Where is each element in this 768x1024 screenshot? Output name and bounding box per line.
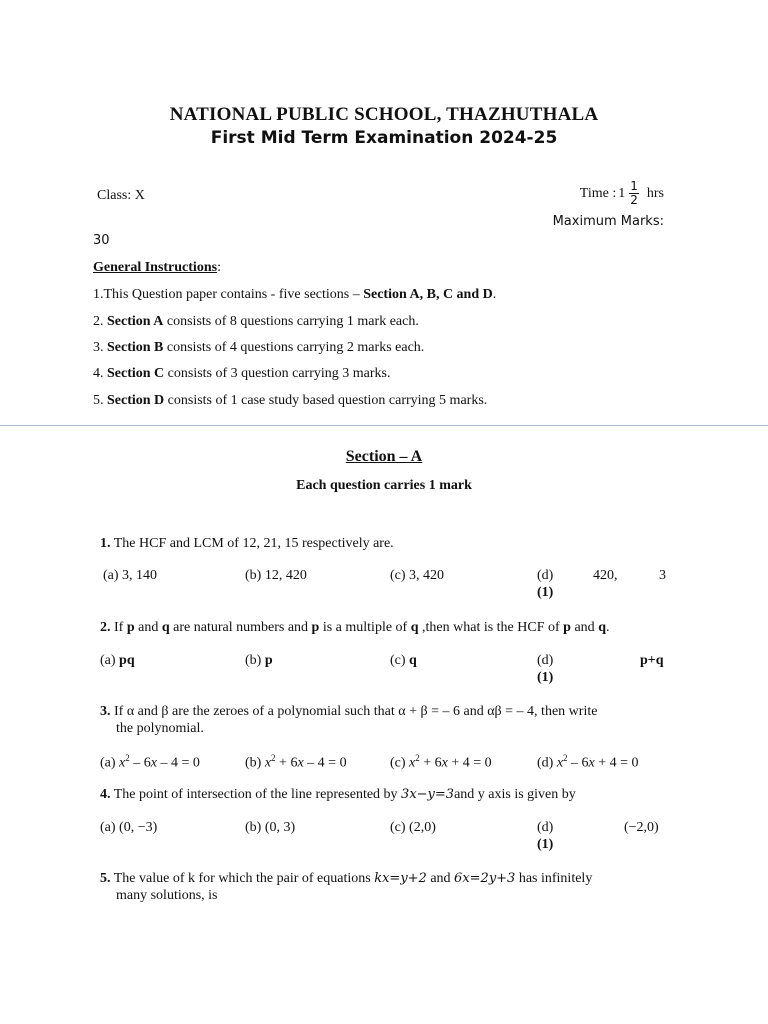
instruction-text: 5. [93, 393, 107, 408]
instruction-item [93, 366, 390, 382]
option-var: x [264, 755, 272, 771]
instruction-item [93, 287, 496, 303]
instruction-bold: Section D [107, 393, 165, 408]
question-text: If [110, 620, 127, 635]
instruction-bold: Section A [107, 314, 164, 329]
option-var: x [409, 755, 416, 771]
time-fraction-num: 1 [630, 179, 638, 193]
option-text: + 6 [275, 755, 298, 771]
q1-option-d: (d) [537, 568, 554, 583]
instruction-bold: Section A, B, C and D [363, 287, 493, 302]
instruction-bold: Section B [107, 340, 164, 355]
option-value: q [409, 653, 417, 668]
question-text: and [570, 620, 599, 635]
instruction-text: 1.This Question paper contains - five sections – [93, 287, 364, 302]
question-2 [100, 619, 660, 636]
time-label: Time : [579, 185, 617, 201]
section-title: Section – A [345, 448, 423, 465]
instruction-text: 3. [93, 340, 107, 355]
q4-option-d: (d) [537, 820, 554, 835]
question-var: q [598, 620, 606, 635]
q1-option-d-value: 420, [593, 568, 618, 583]
instruction-item [93, 340, 424, 356]
instruction-text: 4. [93, 366, 107, 381]
q1-mark: (1) [537, 585, 554, 600]
q4-option-c: (c) (2,0) [390, 820, 436, 835]
question-var: q [410, 620, 419, 635]
question-5-line2: many solutions, is [116, 888, 218, 903]
question-number: 4. [100, 787, 111, 802]
q3-option-b [245, 753, 347, 772]
q1-option-b: (b) 12, 420 [245, 568, 307, 583]
instruction-text: consists of 3 question carrying 3 marks. [164, 366, 391, 381]
question-number: 1. [100, 536, 111, 551]
q4-mark: (1) [537, 837, 554, 852]
option-text: – 6 [567, 755, 589, 771]
option-text: – 6 [129, 755, 151, 771]
section-divider [0, 425, 768, 426]
option-var: x [556, 755, 564, 771]
time-unit: hrs [646, 185, 664, 201]
q2-option-a [100, 653, 135, 669]
instruction-text: . [492, 287, 497, 302]
option-text: + 4 = 0 [594, 755, 639, 771]
question-text: has infinitely [515, 871, 593, 886]
option-sup: 2 [271, 753, 276, 763]
time-info [580, 180, 664, 207]
q1-option-d-value2: 3 [659, 568, 666, 583]
option-var: x [119, 755, 126, 771]
school-name: NATIONAL PUBLIC SCHOOL, THAZHUTHALA [169, 104, 599, 125]
question-5 [100, 870, 660, 887]
question-number: 5. [100, 871, 111, 886]
question-text: ,then what is the HCF of [418, 620, 564, 635]
question-var: p [126, 620, 135, 635]
question-text: and [426, 871, 455, 886]
option-text: – 4 = 0 [156, 755, 200, 771]
section-subtitle: Each question carries 1 mark [296, 478, 472, 493]
time-whole: 1 [618, 185, 626, 201]
instruction-text: consists of 4 questions carrying 2 marks each. [163, 340, 425, 355]
option-var: x [441, 755, 448, 771]
instruction-text: consists of 8 questions carrying 1 mark each. [163, 314, 419, 329]
question-equation: kx=y+2 [374, 871, 427, 886]
q2-option-d: (d) [537, 653, 554, 668]
option-sup: 2 [563, 753, 568, 763]
instructions-title-text: General Instructions [93, 260, 218, 275]
q4-option-b: (b) (0, 3) [245, 820, 296, 835]
instruction-text: consists of 1 case study based question carrying 5 marks. [164, 393, 488, 408]
option-value: p [264, 653, 273, 668]
option-label: (b) [245, 653, 265, 668]
question-text: and y axis is given by [454, 787, 576, 802]
option-value: pq [119, 653, 135, 668]
question-equation: 6x=2y+3 [454, 871, 516, 886]
option-label: (c) [390, 653, 410, 668]
time-fraction [629, 180, 639, 207]
question-text: The value of k for which the pair of equations [110, 871, 375, 886]
instructions-title: General Instructions: [93, 260, 221, 275]
instruction-bold: Section C [107, 366, 165, 381]
exam-title: First Mid Term Examination 2024-25 [210, 128, 558, 148]
option-label: (a) [100, 755, 120, 771]
question-text: The point of intersection of the line represented by [110, 787, 402, 802]
question-var: q [161, 620, 170, 635]
question-text: and [134, 620, 162, 635]
question-3-line2: the polynomial. [116, 721, 204, 736]
max-marks-value: 30 [93, 233, 110, 248]
question-3 [100, 703, 660, 720]
instruction-item [93, 314, 419, 330]
option-var: x [297, 755, 304, 771]
option-text: + 6 [419, 755, 442, 771]
question-number: 2. [100, 620, 111, 635]
question-equation: 3x−y=3 [401, 787, 455, 802]
option-var: x [588, 755, 595, 771]
q2-option-c [390, 653, 417, 669]
q1-option-c: (c) 3, 420 [390, 568, 445, 583]
q3-option-a [100, 753, 200, 772]
q4-option-a: (a) (0, −3) [100, 820, 158, 835]
question-text: is a multiple of [319, 620, 411, 635]
q2-mark: (1) [537, 670, 554, 685]
q3-option-c [390, 753, 492, 772]
option-label: (c) [390, 755, 410, 771]
instruction-item [93, 393, 487, 409]
q2-option-d-value: p+q [640, 653, 664, 668]
option-sup: 2 [415, 753, 420, 763]
option-text: + 4 = 0 [447, 755, 492, 771]
option-label: (b) [245, 755, 265, 771]
option-sup: 2 [125, 753, 130, 763]
q1-option-a: (a) 3, 140 [103, 568, 158, 583]
q2-option-b [245, 653, 273, 669]
question-text: The HCF and LCM of 12, 21, 15 respectively are. [110, 536, 394, 551]
time-fraction-den: 2 [630, 193, 638, 207]
instruction-text: 2. [93, 314, 107, 329]
question-number: 3. [100, 704, 111, 719]
option-text: – 4 = 0 [303, 755, 347, 771]
question-1 [100, 535, 660, 552]
option-label: (d) [537, 755, 557, 771]
question-text: . [605, 620, 610, 635]
question-4 [100, 786, 660, 803]
q3-option-d [537, 753, 639, 772]
question-var: p [563, 620, 571, 635]
question-var: p [311, 620, 320, 635]
class-label: Class: X [97, 188, 145, 203]
question-text: are natural numbers and [169, 620, 312, 635]
question-text: If α and β are the zeroes of a polynomial such that α + β = – 6 and αβ = – 4, then write [110, 704, 598, 719]
option-label: (a) [100, 653, 120, 668]
max-marks-label: Maximum Marks: [552, 214, 664, 229]
q4-option-d-value: (−2,0) [624, 820, 659, 835]
option-var: x [150, 755, 157, 771]
